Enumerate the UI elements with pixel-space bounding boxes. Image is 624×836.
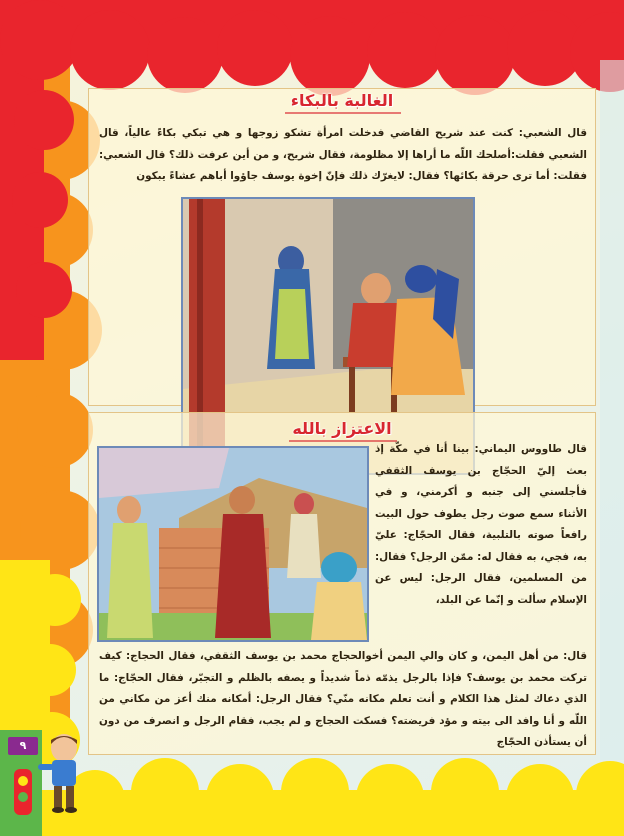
- kid-mascot-icon: [34, 732, 92, 814]
- title-underline: [285, 112, 401, 114]
- story-one-title: الغالبة بالبكاء: [290, 91, 394, 110]
- story-one-text: قال الشعبي: كنت عند شريح القاضي فدخلت امرأة تشكو زوجها و هي تبكي بكاءً عالياً، قال الشعبي فقلت:أصلحك اللّه ما أراها إلا مظلومة، فقال شريح، و من أين عرفت ذلك؟ قال الشعبي: فقلت: أما ترى حرقة بكائها؟ فقال: لايغرّك ذلك فإنّ إخوة يوسف جاؤوا أباهم عشاءً يبكون: [99, 127, 587, 182]
- story-two-side-text: قال طاووس اليماني: بينا أنا في مكّة إذ بعث إليّ الحجّاج بن يوسف الثقفي فأجلسني إلى جنبه و أكرمني، و في الأثناء سمع صوت رجل يطوف حول البيت رافعاً صوته بالتلبية، فقال الحجّاج: عليّ به، فجي، به فقال له: ممّن الرجل؟ فقال: من المسلمين، فقال الرجل: ليس عن الإسلام سألت و إنّما عن البلد،: [375, 443, 587, 606]
- story-two-bottom-text: قال: من أهل اليمن، و كان والي اليمن أخوالحجاج محمد بن يوسف الثقفي، فقال الحجاج: كيف تركت محمد بن يوسف؟ فإذا بالرجل يذمّه ذماً شديداً و يصفه بالظلم و التجبّر، فقال الحجّاج: ما الذي دعاك لمثل هذا الكلام و أنت تعلم مكانه منّي؟ فقال الرجل: أمكانه منك أعز من مكاني من اللّه و أنا وافد الى بيته و مؤد فريضته؟ فسكت الحجاج و لم يجب، فقام الرجل و انصرف من دون أن يستأذن الحجّاج: [99, 650, 587, 748]
- page-number-badge: ٩: [8, 737, 38, 755]
- magazine-logo-icon: [12, 765, 36, 819]
- story-two-panel: [88, 412, 596, 755]
- story-two-title: الاعتزاز بالله: [292, 419, 392, 438]
- story-one-panel: [88, 88, 596, 406]
- illustration-street-scene: [97, 446, 369, 642]
